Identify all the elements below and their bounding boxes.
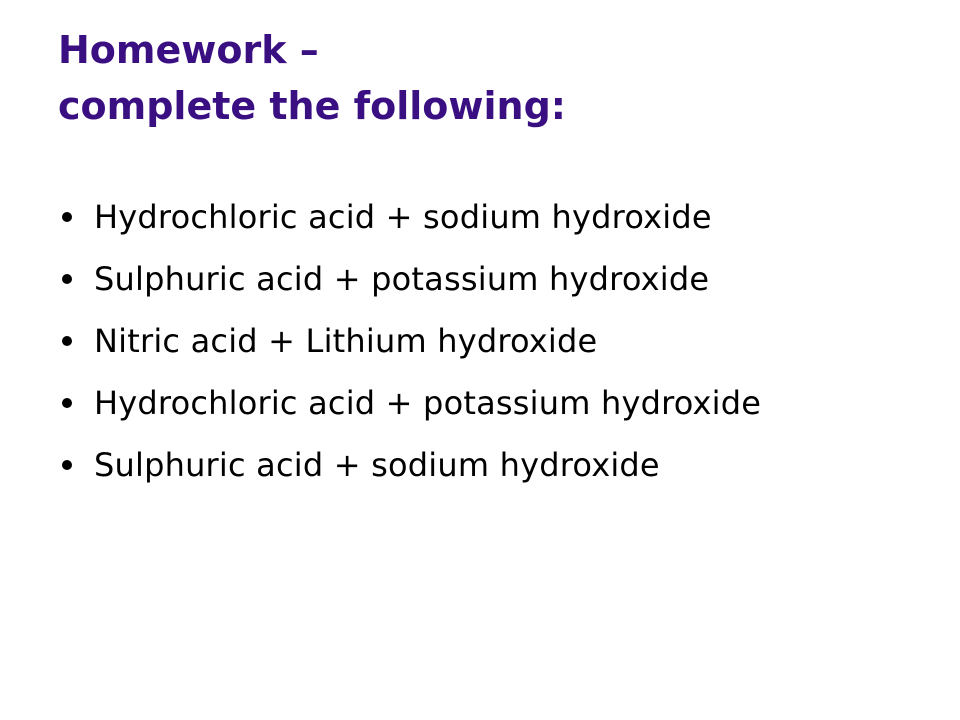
bullet-list	[62, 186, 761, 496]
bullet-dot-icon	[62, 398, 72, 408]
list-item-text: Hydrochloric acid + potassium hydroxide	[94, 384, 762, 422]
slide-title-line-2: complete the following:	[58, 84, 566, 128]
slide-title-line-1: Homework –	[58, 28, 319, 72]
list-item	[62, 372, 761, 434]
bullet-dot-icon	[62, 274, 72, 284]
slide-title	[58, 22, 918, 134]
list-item	[62, 248, 761, 310]
list-item	[62, 434, 761, 496]
bullet-dot-icon	[62, 212, 72, 222]
bullet-dot-icon	[62, 336, 72, 346]
list-item-text: Hydrochloric acid + sodium hydroxide	[94, 198, 712, 236]
bullet-dot-icon	[62, 460, 72, 470]
list-item-text: Nitric acid + Lithium hydroxide	[94, 322, 598, 360]
list-item-text: Sulphuric acid + sodium hydroxide	[94, 446, 660, 484]
list-item	[62, 186, 761, 248]
list-item	[62, 310, 761, 372]
list-item-text: Sulphuric acid + potassium hydroxide	[94, 260, 710, 298]
